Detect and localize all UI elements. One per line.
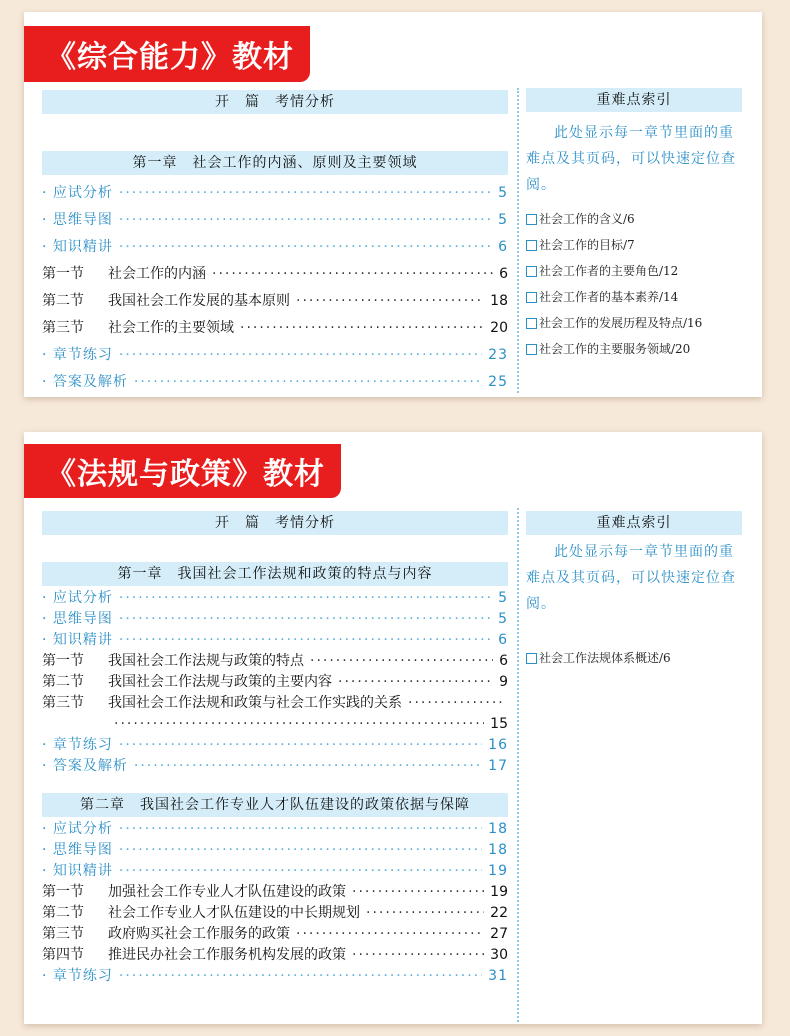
toc-label: · 章节练习 [42, 737, 113, 753]
toc-section-row [42, 819, 508, 840]
toc-row [42, 714, 508, 735]
index-item-text: 社会工作者的基本素养/14 [539, 290, 679, 304]
index-item-text: 社会工作的主要服务领域/20 [539, 342, 691, 356]
dot-leader [119, 630, 492, 651]
dot-leader [119, 735, 482, 756]
checkbox-icon [526, 214, 537, 225]
section-number: 第三节 [42, 320, 84, 336]
toc-row [42, 288, 508, 315]
section-number: 第一节 [42, 266, 84, 282]
toc-section-row [42, 966, 508, 987]
dot-leader [240, 315, 484, 342]
checkbox-icon [526, 266, 537, 277]
page-number: 9 [499, 674, 508, 690]
index-item [526, 336, 742, 362]
page-number: 6 [498, 239, 508, 255]
toc-list [42, 819, 508, 987]
chapter-bar: 第二章 我国社会工作专业人才队伍建设的政策依据与保障 [42, 793, 508, 817]
dot-leader [119, 588, 492, 609]
checkbox-icon [526, 344, 537, 355]
toc-label: 我国社会工作法规与政策的主要内容 [108, 674, 332, 690]
dot-leader [114, 714, 484, 735]
dot-leader [352, 945, 484, 966]
page-number: 15 [490, 716, 508, 732]
toc-row [42, 651, 508, 672]
page-number: 20 [490, 320, 508, 336]
toc-section-row [42, 234, 508, 261]
index-note: 此处显示每一章节里面的重难点及其页码，可以快速定位查阅。 [526, 125, 736, 193]
toc-label: · 思维导图 [42, 212, 113, 228]
dot-leader [366, 903, 484, 924]
dot-leader [119, 609, 492, 630]
toc-label: 社会工作的主要领域 [108, 320, 234, 336]
textbook-card-comprehensive [24, 12, 762, 397]
section-number: 第三节 [42, 695, 84, 711]
toc-label: · 答案及解析 [42, 758, 128, 774]
index-title-bar: 重难点索引 [526, 511, 742, 535]
index-item [526, 232, 742, 258]
toc-section-row [42, 588, 508, 609]
dot-leader [134, 756, 482, 777]
index-column [526, 511, 742, 671]
dot-leader [352, 882, 484, 903]
dot-leader [119, 180, 492, 207]
chapter-bar: 第一章 我国社会工作法规和政策的特点与内容 [42, 562, 508, 586]
checkbox-icon [526, 292, 537, 303]
opening-bar: 开 篇 考情分析 [42, 90, 508, 114]
dot-leader [134, 369, 482, 396]
checkbox-icon [526, 240, 537, 251]
toc-row [42, 693, 508, 714]
dot-leader [338, 672, 493, 693]
toc-row [42, 672, 508, 693]
page-number: 6 [499, 266, 508, 282]
index-item-text: 社会工作的含义/6 [539, 212, 635, 226]
toc-label: · 应试分析 [42, 590, 113, 606]
index-item-text: 社会工作的目标/7 [539, 238, 635, 252]
index-item [526, 284, 742, 310]
dot-leader [408, 693, 502, 714]
index-note: 此处显示每一章节里面的重难点及其页码，可以快速定位查阅。 [526, 544, 736, 612]
page-number: 19 [488, 863, 508, 879]
toc-label: 加强社会工作专业人才队伍建设的政策 [108, 884, 346, 900]
page-number: 18 [490, 293, 508, 309]
page-number: 23 [488, 347, 508, 363]
toc-list [42, 588, 508, 777]
toc-label: · 章节练习 [42, 968, 113, 984]
page-number: 18 [488, 821, 508, 837]
dot-leader [119, 861, 482, 882]
toc-row [42, 903, 508, 924]
toc-label: · 知识精讲 [42, 863, 113, 879]
checkbox-icon [526, 318, 537, 329]
page-number: 5 [498, 212, 508, 228]
page-number: 25 [488, 374, 508, 390]
page-number: 27 [490, 926, 508, 942]
section-number: 第四节 [42, 947, 84, 963]
toc-section-row [42, 630, 508, 651]
section-number: 第二节 [42, 905, 84, 921]
index-item-text: 社会工作的发展历程及特点/16 [539, 316, 703, 330]
page-number: 5 [498, 611, 508, 627]
toc-section-row [42, 369, 508, 396]
dot-leader [310, 651, 493, 672]
toc-row [42, 261, 508, 288]
page-number: 19 [490, 884, 508, 900]
index-item-text: 社会工作法规体系概述/6 [539, 651, 671, 665]
toc-column [42, 90, 508, 396]
dot-leader [119, 819, 482, 840]
toc-label: 社会工作专业人才队伍建设的中长期规划 [108, 905, 360, 921]
page-number: 6 [499, 653, 508, 669]
toc-section-row [42, 861, 508, 882]
banner-title: 《综合能力》教材 [24, 26, 310, 82]
dot-leader [119, 342, 482, 369]
toc-label: 我国社会工作法规和政策与社会工作实践的关系 [108, 695, 402, 711]
toc-section-row [42, 207, 508, 234]
toc-label: · 答案及解析 [42, 374, 128, 390]
toc-label: · 应试分析 [42, 821, 113, 837]
dot-leader [296, 288, 484, 315]
toc-label: · 知识精讲 [42, 632, 113, 648]
toc-row [42, 924, 508, 945]
toc-section-row [42, 180, 508, 207]
section-number: 第三节 [42, 926, 84, 942]
toc-label: · 思维导图 [42, 611, 113, 627]
page-number: 31 [488, 968, 508, 984]
column-divider [517, 88, 519, 393]
dot-leader [119, 207, 492, 234]
opening-bar: 开 篇 考情分析 [42, 511, 508, 535]
dot-leader [119, 840, 482, 861]
index-item [526, 258, 742, 284]
toc-row [42, 315, 508, 342]
toc-section-row [42, 756, 508, 777]
dot-leader [212, 261, 493, 288]
dot-leader [296, 924, 484, 945]
index-item [526, 310, 742, 336]
toc-row [42, 882, 508, 903]
toc-label: 推进民办社会工作服务机构发展的政策 [108, 947, 346, 963]
toc-label: · 知识精讲 [42, 239, 113, 255]
index-column [526, 88, 742, 362]
dot-leader [119, 966, 482, 987]
column-divider [517, 508, 519, 1022]
index-item-text: 社会工作者的主要角色/12 [539, 264, 679, 278]
index-list [526, 645, 742, 671]
toc-list [42, 180, 508, 396]
section-number: 第一节 [42, 653, 84, 669]
toc-label: 政府购买社会工作服务的政策 [108, 926, 290, 942]
toc-row [42, 945, 508, 966]
page-number: 22 [490, 905, 508, 921]
dot-leader [119, 234, 492, 261]
toc-column [42, 511, 508, 987]
page-number: 6 [498, 632, 508, 648]
toc-label: 我国社会工作法规与政策的特点 [108, 653, 304, 669]
banner-title: 《法规与政策》教材 [24, 444, 341, 498]
section-number: 第一节 [42, 884, 84, 900]
page-number: 17 [488, 758, 508, 774]
page-number: 5 [498, 185, 508, 201]
toc-label: 社会工作的内涵 [108, 266, 206, 282]
chapter-bar: 第一章 社会工作的内涵、原则及主要领域 [42, 151, 508, 175]
toc-label: · 应试分析 [42, 185, 113, 201]
toc-section-row [42, 735, 508, 756]
toc-label: · 章节练习 [42, 347, 113, 363]
section-number: 第二节 [42, 293, 84, 309]
toc-label: · 思维导图 [42, 842, 113, 858]
index-item [526, 645, 742, 671]
page-number: 18 [488, 842, 508, 858]
checkbox-icon [526, 653, 537, 664]
index-list [526, 206, 742, 362]
toc-section-row [42, 609, 508, 630]
page-number: 16 [488, 737, 508, 753]
toc-section-row [42, 342, 508, 369]
index-title-bar: 重难点索引 [526, 88, 742, 112]
page-number: 5 [498, 590, 508, 606]
textbook-card-regulations [24, 432, 762, 1024]
index-item [526, 206, 742, 232]
page-number: 30 [490, 947, 508, 963]
toc-label: 我国社会工作发展的基本原则 [108, 293, 290, 309]
section-number: 第二节 [42, 674, 84, 690]
toc-section-row [42, 840, 508, 861]
